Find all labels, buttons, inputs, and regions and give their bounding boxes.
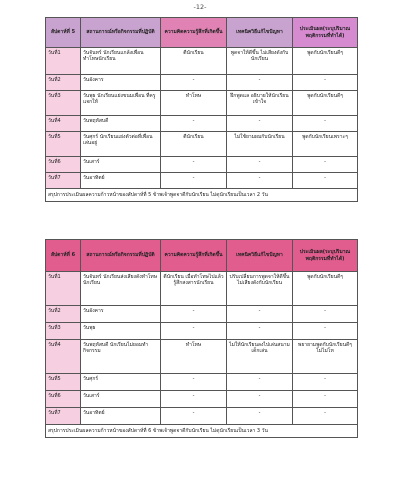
day-cell: วันที่4: [46, 340, 81, 374]
page-number: -12-: [193, 3, 207, 11]
feeling-cell: -: [161, 157, 227, 173]
evaluation-cell: -: [293, 323, 358, 340]
activity-cell: วันอังคาร: [81, 306, 161, 323]
evaluation-cell: พูดกับนักเรียนดีๆ: [293, 91, 358, 116]
table-header-row: [46, 18, 358, 48]
technique-cell: -: [227, 408, 293, 425]
table-row: [46, 340, 358, 374]
table-row: [46, 306, 358, 323]
evaluation-cell: พูดกับนักเรียนดีๆ: [293, 272, 358, 306]
feeling-cell: -: [161, 391, 227, 408]
feeling-cell: -: [161, 116, 227, 132]
evaluation-cell: -: [293, 75, 358, 91]
activity-cell: วันอังคาร: [81, 75, 161, 91]
technique-cell: -: [227, 374, 293, 391]
activity-cell: วันพฤหัสบดี: [81, 116, 161, 132]
activity-cell: วันเสาร์: [81, 157, 161, 173]
table-row: [46, 75, 358, 91]
day-cell: วันที่6: [46, 391, 81, 408]
feeling-cell: ตีนักเรียน: [161, 48, 227, 75]
technique-cell: -: [227, 75, 293, 91]
table-row: [46, 116, 358, 132]
table-row: [46, 48, 358, 75]
evaluation-cell: -: [293, 391, 358, 408]
table-row: [46, 391, 358, 408]
activity-cell: วันพุธ: [81, 323, 161, 340]
feeling-cell: ทำโทษ: [161, 340, 227, 374]
activity-cell: วันอาทิตย์: [81, 173, 161, 189]
activity-cell: วันจันทร์ นักเรียนส่งเสียงดังทำโทษนักเรียน: [81, 272, 161, 306]
feeling-cell: -: [161, 323, 227, 340]
header-technique: เทคนิควิธีแก้ไขปัญหา: [227, 240, 293, 272]
evaluation-cell: -: [293, 116, 358, 132]
technique-cell: ปรับเปลี่ยนการพูดจาให้ดีขึ้น ไม่เสียงดังกับนักเรียน: [227, 272, 293, 306]
feeling-cell: -: [161, 408, 227, 425]
week-5-log-table: [45, 17, 358, 202]
day-cell: วันที่5: [46, 374, 81, 391]
header-activity: สถานการณ์หรือกิจกรรมที่ปฏิบัติ: [81, 18, 161, 48]
table-row: [46, 374, 358, 391]
header-technique: เทคนิควิธีแก้ไขปัญหา: [227, 18, 293, 48]
feeling-cell: -: [161, 173, 227, 189]
table-row: [46, 91, 358, 116]
day-cell: วันที่1: [46, 48, 81, 75]
feeling-cell: -: [161, 75, 227, 91]
technique-cell: ฝึกพูดแล อธิบายให้นักเรียนเข้าใจ: [227, 91, 293, 116]
header-feeling: ความคิดความรู้สึกที่เกิดขึ้น: [161, 18, 227, 48]
evaluation-cell: -: [293, 157, 358, 173]
header-week: สัปดาห์ที่ 5: [46, 18, 81, 48]
day-cell: วันที่4: [46, 116, 81, 132]
header-evaluation: ประเมินผล(ระบุปริมาณพฤติกรรมที่ทำได้): [293, 240, 358, 272]
table-row: [46, 272, 358, 306]
technique-cell: -: [227, 157, 293, 173]
technique-cell: -: [227, 323, 293, 340]
week-summary: สรุปการประเมินผลความก้าวหน้าของสัปดาห์ที่ 5 ข้าพเจ้าพูดจาดีกับนักเรียน ไม่ดุนักเรียนเป็นเวลา 2 วัน: [46, 189, 358, 202]
table-row: [46, 132, 358, 157]
day-cell: วันที่3: [46, 91, 81, 116]
table-row: [46, 323, 358, 340]
week-summary: สรุปการประเมินผลความก้าวหน้าของสัปดาห์ที่ 6 ข้าพเจ้าพูดจาดีกับนักเรียน ไม่ดุนักเรียนเป็นเวลา 3 วัน: [46, 425, 358, 438]
day-cell: วันที่6: [46, 157, 81, 173]
activity-cell: วันศุกร์: [81, 374, 161, 391]
feeling-cell: -: [161, 306, 227, 323]
day-cell: วันที่2: [46, 75, 81, 91]
activity-cell: วันเสาร์: [81, 391, 161, 408]
evaluation-cell: -: [293, 173, 358, 189]
technique-cell: -: [227, 391, 293, 408]
header-week: สัปดาห์ที่ 6: [46, 240, 81, 272]
day-cell: วันที่7: [46, 173, 81, 189]
activity-cell: วันพุธ นักเรียนแย่งขนมเพื่อน ที่ครูแจกให้: [81, 91, 161, 116]
header-feeling: ความคิดความรู้สึกที่เกิดขึ้น: [161, 240, 227, 272]
feeling-cell: ทำโทษ: [161, 91, 227, 116]
table-row: [46, 173, 358, 189]
activity-cell: วันพฤหัสบดี นักเรียนไม่ยอมทำกิจกรรม: [81, 340, 161, 374]
evaluation-cell: พูดกับนักเรียนเพราะๆ: [293, 132, 358, 157]
technique-cell: ไม่ใช้ยามผมกับนักเรียน: [227, 132, 293, 157]
header-evaluation: ประเมินผล(ระบุปริมาณพฤติกรรมที่ทำได้): [293, 18, 358, 48]
evaluation-cell: -: [293, 306, 358, 323]
technique-cell: พูดจาให้ดีขึ้น ไม่เสียงดังกับนักเรียน: [227, 48, 293, 75]
day-cell: วันที่5: [46, 132, 81, 157]
evaluation-cell: พูดกับนักเรียนดีๆ: [293, 48, 358, 75]
feeling-cell: ตีนักเรียน: [161, 132, 227, 157]
technique-cell: -: [227, 116, 293, 132]
day-cell: วันที่1: [46, 272, 81, 306]
activity-cell: วันอาทิตย์: [81, 408, 161, 425]
table-header-row: [46, 240, 358, 272]
header-activity: สถานการณ์หรือกิจกรรมที่ปฏิบัติ: [81, 240, 161, 272]
evaluation-cell: พยายามพูดกับนักเรียนดีๆ ไม่ไม่โห: [293, 340, 358, 374]
table-row: [46, 408, 358, 425]
week-6-log-table: [45, 239, 358, 438]
technique-cell: -: [227, 173, 293, 189]
summary-row: [46, 425, 358, 438]
evaluation-cell: -: [293, 374, 358, 391]
table-row: [46, 157, 358, 173]
feeling-cell: -: [161, 374, 227, 391]
day-cell: วันที่3: [46, 323, 81, 340]
summary-row: [46, 189, 358, 202]
technique-cell: -: [227, 306, 293, 323]
day-cell: วันที่7: [46, 408, 81, 425]
technique-cell: ไม่ให้นักเรียนลงไปเล่นสนามเด็กเล่น: [227, 340, 293, 374]
day-cell: วันที่2: [46, 306, 81, 323]
activity-cell: วันจันทร์ นักเรียนแกล้งเพื่อน ทำโทษนักเรียน: [81, 48, 161, 75]
evaluation-cell: -: [293, 408, 358, 425]
activity-cell: วันศุกร์ นักเรียนแย่งตัวต่อที่เพื่อนเล่นอยู่: [81, 132, 161, 157]
feeling-cell: ตีนักเรียน เมื่อทำโทษไปแล้วรู้สึกสงสารนักเรียน: [161, 272, 227, 306]
